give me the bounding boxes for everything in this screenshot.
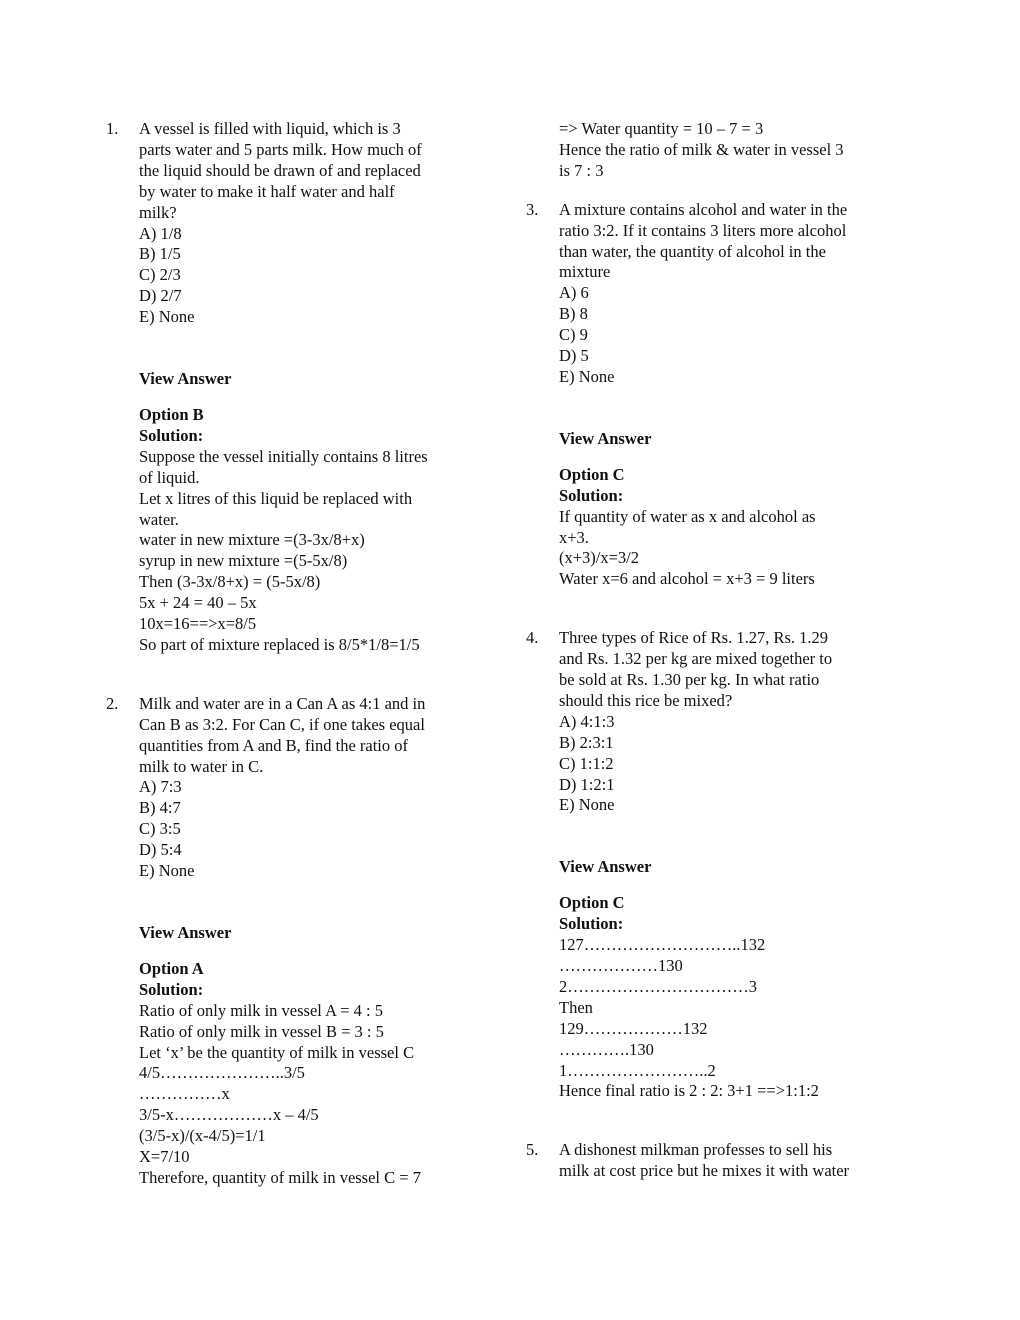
answer-option: Option C — [559, 464, 625, 484]
option-e: E) None — [139, 307, 195, 327]
solution-line: Then (3-3x/8+x) = (5-5x/8) — [139, 572, 321, 592]
solution-label: Solution: — [559, 485, 624, 505]
question-1 — [106, 119, 466, 656]
solution-line: Suppose the vessel initially contains 8 litres — [139, 446, 428, 466]
solution-line: 10x=16==>x=8/5 — [139, 614, 257, 634]
option-c: C) 3:5 — [139, 819, 181, 839]
solution-line: X=7/10 — [139, 1147, 190, 1167]
option-b: B) 2:3:1 — [559, 732, 614, 752]
solution-line: water in new mixture =(3-3x/8+x) — [139, 530, 365, 550]
question-text-line: the liquid should be drawn of and replaced — [139, 160, 421, 180]
option-a: A) 4:1:3 — [559, 711, 615, 731]
option-e: E) None — [559, 366, 615, 386]
right-column — [526, 119, 886, 1182]
solution-text — [559, 935, 886, 1102]
question-2-continued — [526, 119, 886, 182]
view-answer-link[interactable]: View Answer — [559, 428, 652, 448]
solution-line: water. — [139, 509, 179, 529]
option-b: B) 1/5 — [139, 244, 181, 264]
option-a: A) 7:3 — [139, 777, 182, 797]
solution-line: Hence the ratio of milk & water in vessel 3 — [559, 139, 844, 159]
question-text — [139, 119, 466, 224]
question-3 — [526, 200, 886, 591]
solution-line: (x+3)/x=3/2 — [559, 548, 640, 568]
solution-line: 2……………………………3 — [559, 976, 757, 996]
solution-line: 127………………………..132 — [559, 935, 766, 955]
solution-line: (3/5-x)/(x-4/5)=1/1 — [139, 1126, 266, 1146]
question-text-line: mixture — [559, 262, 611, 282]
solution-line: 129………………132 — [559, 1018, 708, 1038]
solution-line: ………………130 — [559, 956, 683, 975]
option-d: D) 5:4 — [139, 840, 182, 860]
question-text-line: than water, the quantity of alcohol in the — [559, 241, 826, 261]
option-c: C) 9 — [559, 325, 588, 345]
question-text — [559, 1140, 886, 1182]
solution-line: ………….130 — [559, 1039, 654, 1059]
question-text-line: ratio 3:2. If it contains 3 liters more alcohol — [559, 220, 847, 240]
question-text-line: A vessel is filled with liquid, which is 3 — [139, 119, 401, 138]
option-d: D) 2/7 — [139, 286, 182, 306]
question-text-line: Can B as 3:2. For Can C, if one takes equal — [139, 714, 425, 734]
question-number: 2. — [106, 693, 119, 713]
solution-line: 4/5…………………..3/5 — [139, 1063, 305, 1083]
answer-option: Option A — [139, 958, 204, 978]
solution-line: So part of mixture replaced is 8/5*1/8=1/5 — [139, 634, 420, 654]
question-number: 5. — [526, 1140, 539, 1160]
solution-line: 3/5-x………………x – 4/5 — [139, 1105, 319, 1125]
solution-line: is 7 : 3 — [559, 160, 604, 180]
solution-line: syrup in new mixture =(5-5x/8) — [139, 551, 348, 571]
option-b: B) 8 — [559, 304, 588, 324]
solution-line: Let x litres of this liquid be replaced with — [139, 488, 413, 508]
question-text-line: and Rs. 1.32 per kg are mixed together to — [559, 649, 833, 669]
option-c: C) 2/3 — [139, 265, 181, 285]
question-text-line: A dishonest milkman professes to sell his — [559, 1140, 833, 1160]
solution-line: 1……………………..2 — [559, 1060, 716, 1080]
view-answer-link[interactable]: View Answer — [559, 857, 652, 877]
solution-text — [139, 1001, 466, 1189]
view-answer-link[interactable]: View Answer — [139, 369, 232, 389]
left-column — [106, 119, 466, 1189]
solution-line: If quantity of water as x and alcohol as — [559, 506, 816, 526]
question-5 — [526, 1140, 886, 1182]
solution-line: x+3. — [559, 527, 589, 547]
question-text-line: should this rice be mixed? — [559, 690, 733, 710]
solution-line: Therefore, quantity of milk in vessel C = 7 — [139, 1167, 421, 1187]
solution-line: Then — [559, 997, 593, 1017]
question-text-line: milk? — [139, 202, 177, 222]
question-text-line: Milk and water are in a Can A as 4:1 and in — [139, 693, 426, 713]
question-text — [139, 694, 466, 778]
solution-line: Let ‘x’ be the quantity of milk in vessel C — [139, 1042, 415, 1062]
solution-line: 5x + 24 = 40 – 5x — [139, 593, 257, 613]
option-a: A) 6 — [559, 283, 589, 303]
question-text-line: by water to make it half water and half — [139, 181, 395, 201]
question-number: 1. — [106, 119, 119, 138]
question-4 — [526, 628, 886, 1102]
question-2 — [106, 694, 466, 1189]
solution-line: Hence final ratio is 2 : 2: 3+1 ==>1:1:2 — [559, 1081, 819, 1101]
question-text — [559, 200, 886, 284]
option-a: A) 1/8 — [139, 223, 182, 243]
question-text-line: Three types of Rice of Rs. 1.27, Rs. 1.29 — [559, 628, 829, 648]
options-list — [139, 777, 466, 882]
option-c: C) 1:1:2 — [559, 753, 614, 773]
question-text-line: quantities from A and B, find the ratio of — [139, 735, 408, 755]
option-e: E) None — [139, 861, 195, 881]
solution-label: Solution: — [139, 425, 204, 445]
options-list — [139, 224, 466, 329]
answer-option: Option C — [559, 893, 625, 913]
question-text-line: A mixture contains alcohol and water in the — [559, 199, 848, 219]
solution-line: ……………x — [139, 1084, 230, 1104]
solution-text — [559, 507, 886, 591]
option-d: D) 1:2:1 — [559, 774, 615, 794]
answer-option: Option B — [139, 404, 204, 424]
question-text-line: parts water and 5 parts milk. How much of — [139, 139, 422, 159]
solution-label: Solution: — [139, 979, 204, 999]
question-number: 3. — [526, 199, 539, 219]
question-text-line: milk to water in C. — [139, 756, 264, 776]
question-text-line: milk at cost price but he mixes it with water — [559, 1161, 850, 1181]
solution-line: Water x=6 and alcohol = x+3 = 9 liters — [559, 569, 815, 589]
view-answer-link[interactable]: View Answer — [139, 923, 232, 942]
solution-line: Ratio of only milk in vessel A = 4 : 5 — [139, 1000, 383, 1020]
question-number: 4. — [526, 628, 539, 648]
question-text-line: be sold at Rs. 1.30 per kg. In what ratio — [559, 670, 820, 690]
solution-line: Ratio of only milk in vessel B = 3 : 5 — [139, 1021, 384, 1041]
solution-text — [139, 447, 466, 656]
solution-line: => Water quantity = 10 – 7 = 3 — [559, 119, 764, 138]
option-e: E) None — [559, 795, 615, 815]
options-list — [559, 712, 886, 817]
solution-line: of liquid. — [139, 467, 200, 487]
solution-label: Solution: — [559, 914, 624, 934]
option-b: B) 4:7 — [139, 798, 181, 818]
question-text — [559, 628, 886, 712]
option-d: D) 5 — [559, 346, 589, 366]
options-list — [559, 283, 886, 388]
